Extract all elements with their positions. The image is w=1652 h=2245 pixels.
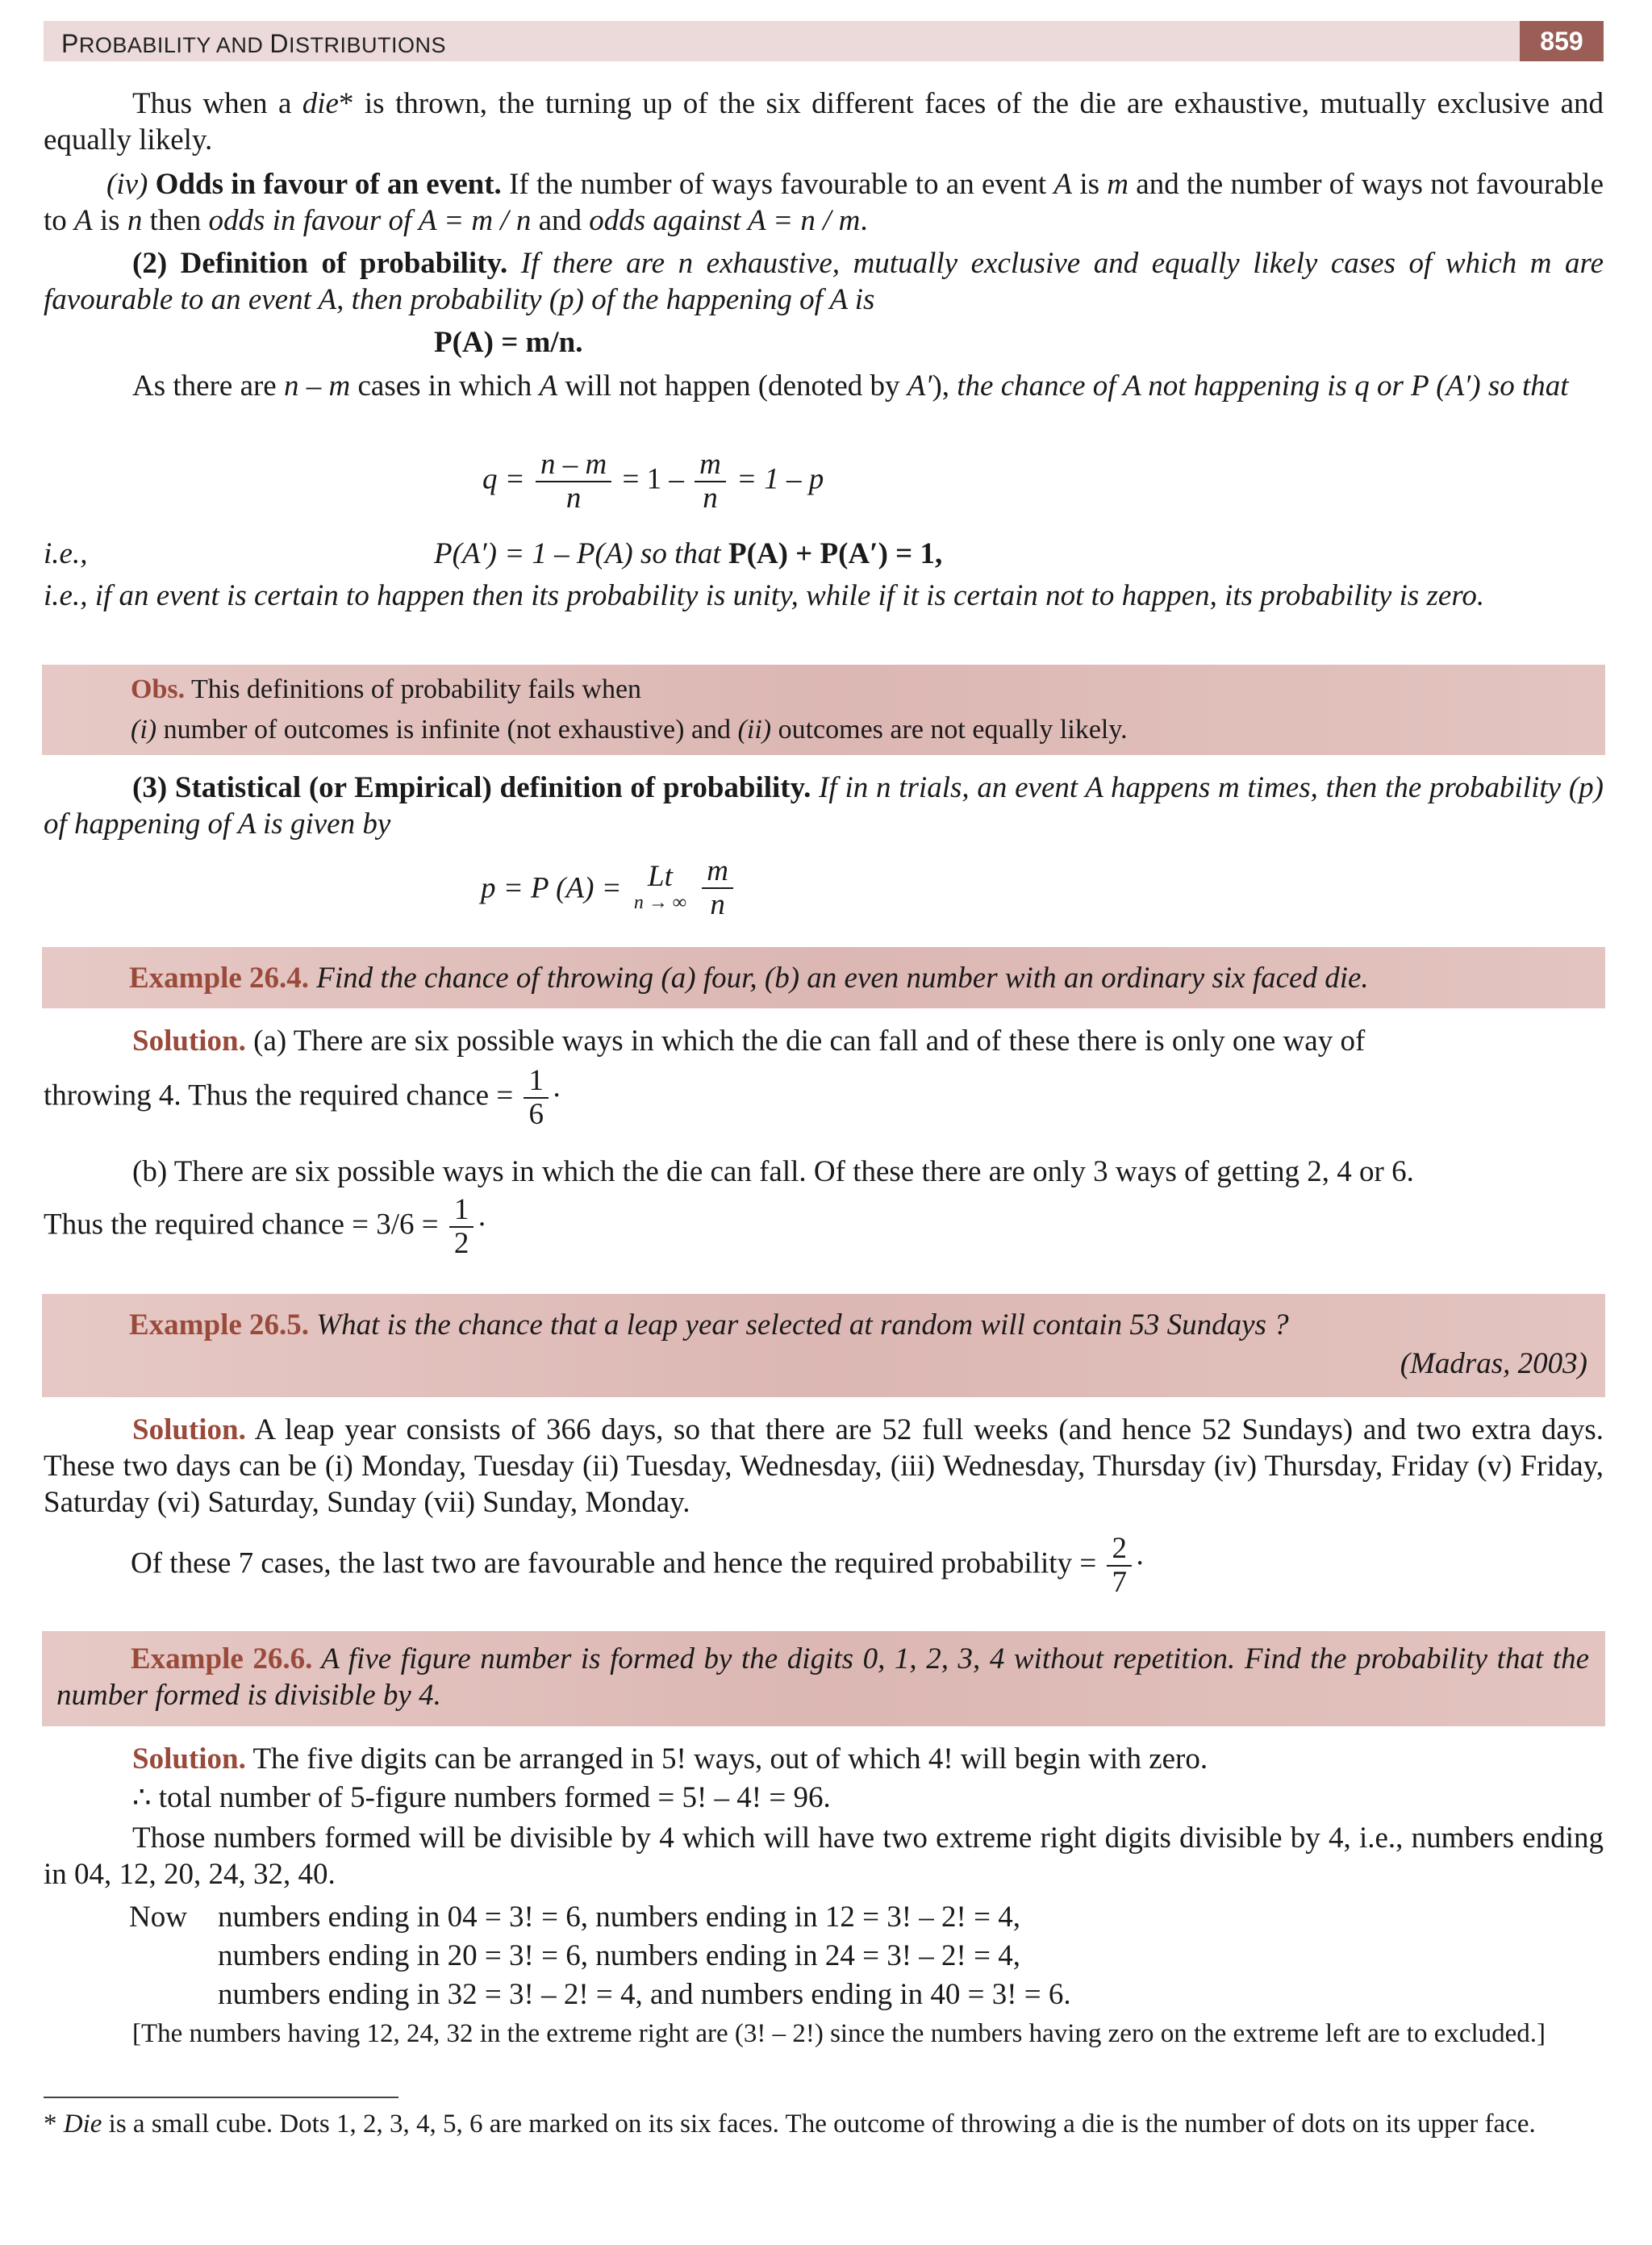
solution-26-4-b-result: Thus the required chance = 3/6 = $\frac{1}{2}$ · [44,1193,487,1260]
chapter-title: PROBABILITY AND DISTRIBUTIONS [61,29,447,58]
count-row-2: numbers ending in 20 = 3! = 6, numbers ending in 24 = 3! – 2! = 4, [218,1939,1020,1972]
fraction: $\frac{2}{7}$ [1107,1533,1132,1599]
limit-equation: p = P (A) = Lt n → ∞ $\frac{m}{n}$ [481,855,736,921]
fraction: $\frac{m}{n}$ [702,855,733,921]
observation-box [42,665,1605,755]
fraction: $\frac{m}{n}$ [695,449,726,515]
solution-26-6-line-2: ∴ total number of 5-figure numbers formed = 5! – 4! = 96. [132,1781,831,1814]
example-26-5-box: Example 26.5. What is the chance that a leap year selected at random will contain 53 Sundays ? (Madras, 2003) [42,1294,1605,1397]
solution-26-6-line-1: Solution. The five digits can be arranged in 5! ways, out of which 4! will begin with zero. [132,1742,1208,1776]
solution-26-6-line-3: Those numbers formed will be divisible by 4 which will have two extreme right digits divisible by 4, i.e., numbers ending in 04, 12, 20, 24, 32, 40. [44,1821,1604,1891]
example-26-6-box: Example 26.6. A five figure number is formed by the digits 0, 1, 2, 3, 4 without repetition. Find the probability that the number formed is divisible by 4. [42,1631,1605,1726]
footnote: * Die is a small cube. Dots 1, 2, 3, 4, 5, 6 are marked on its six faces. The outcome of throwing a die is the number of dots on its upper face. [44,2109,1536,2139]
page-number: 859 [1520,21,1604,61]
solution-26-5-result: Of these 7 cases, the last two are favourable and hence the required probability = $\frac{2}{7}$ · [131,1532,1145,1599]
example-26-4-box: Example 26.4. Find the chance of throwing (a) four, (b) an even number with an ordinary six faced die. [42,947,1605,1008]
solution-26-4-a-result: throwing 4. Thus the required chance = $\frac{1}{6}$ · [44,1064,562,1131]
count-row-1: numbers ending in 04 = 3! = 6, numbers ending in 12 = 3! – 2! = 4, [218,1901,1020,1934]
die-paragraph: Thus when a die* is thrown, the turning up of the six different faces of the die are exhaustive, mutually exclusive and equally likely. [44,87,1604,156]
solution-26-5: Solution. A leap year consists of 366 days, so that there are 52 full weeks (and hence 52 Sundays) and two extra days. These two days can be (i) Monday, Tuesday (ii) Tuesday, Wednesday, (iii) Wednesday, Thursday (iv) Thursday, Friday (v) Friday, Saturday (vi) Saturday, Sunday (vii) Sunday, Monday. [44,1413,1604,1519]
ie-label: i.e., [44,537,88,570]
fraction: $\frac{n - m}{n}$ [536,449,611,515]
probability-formula: P(A) = m/n. [434,326,583,359]
statistical-definition: (3) Statistical (or Empirical) definition of probability. If in n trials, an event A happens m times, then the probability (p) of happening of A is given by [44,771,1604,841]
obs-line-2: (i) number of outcomes is infinite (not exhaustive) and (ii) outcomes are not equally likely. [131,715,1128,745]
fraction: $\frac{1}{2}$ [449,1194,474,1260]
obs-line-1: Obs. This definitions of probability fails when [131,674,642,704]
now-label: Now [129,1901,187,1934]
odds-paragraph: (iv) Odds in favour of an event. If the number of ways favourable to an event A is m and the number of ways not favourable to A is n then odds in favour of A = m / n and odds against A = n / m. [44,168,1604,237]
complement-equation: P(A′) = 1 – P(A) so that P(A) + P(A′) = 1, [434,537,943,570]
definition-paragraph: (2) Definition of probability. If there are n exhaustive, mutually exclusive and equally likely cases of which m are favourable to an event A, then probability (p) of the happening of A is [44,247,1604,316]
fraction: $\frac{1}{6}$ [524,1065,549,1131]
example-source: (Madras, 2003) [1400,1347,1587,1380]
running-header [44,21,1604,61]
footnote-rule [44,2097,398,2098]
solution-26-4-a: Solution. (a) There are six possible ways in which the die can fall and of these there is only one way of [132,1024,1366,1058]
not-happening-paragraph: As there are n – m cases in which A will not happen (denoted by A′), the chance of A not happening is q or P (A′) so that [132,369,1569,403]
solution-26-4-b: (b) There are six possible ways in which the die can fall. Of these there are only 3 ways of getting 2, 4 or 6. [132,1155,1414,1188]
bracket-note: [The numbers having 12, 24, 32 in the extreme right are (3! – 2!) since the numbers having zero on the extreme left are to excluded.] [132,2019,1546,2048]
certainty-paragraph: i.e., if an event is certain to happen then its probability is unity, while if it is certain not to happen, its probability is zero. [44,579,1485,612]
count-row-3: numbers ending in 32 = 3! – 2! = 4, and numbers ending in 40 = 3! = 6. [218,1978,1071,2011]
limit-operator: Lt n → ∞ [633,860,686,913]
q-equation: q = $\frac{n - m}{n}$ = 1 – $\frac{m}{n}$ = 1 – p [482,448,824,515]
